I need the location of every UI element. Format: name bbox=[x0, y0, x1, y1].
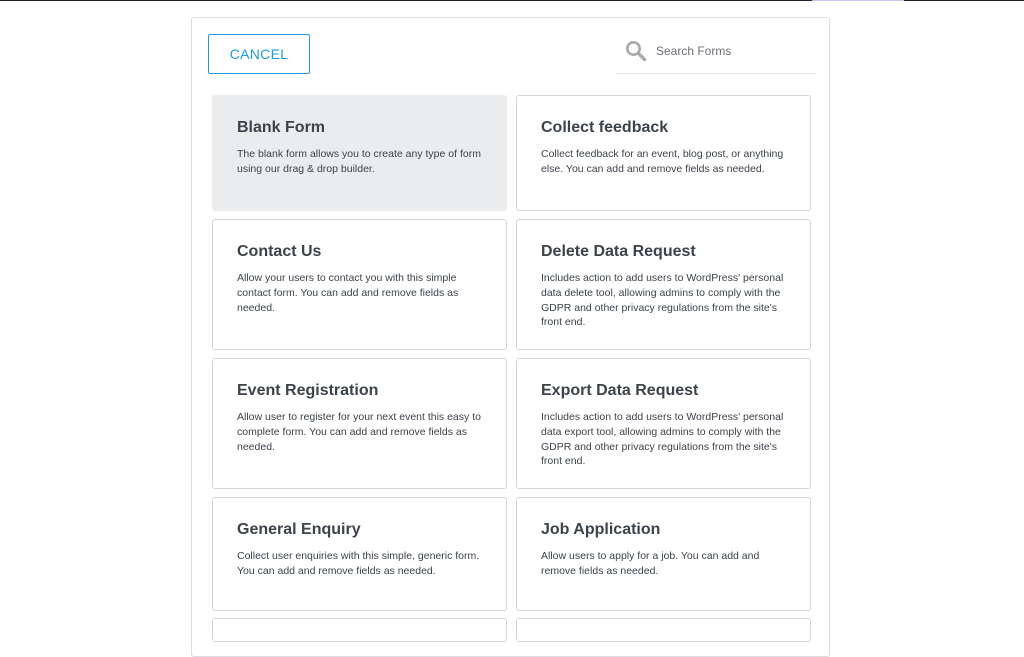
template-title: Collect feedback bbox=[541, 119, 669, 136]
form-template-picker bbox=[191, 17, 830, 657]
template-title: General Enquiry bbox=[237, 521, 361, 538]
template-card-general-enquiry[interactable] bbox=[212, 497, 507, 611]
search-forms bbox=[616, 34, 816, 74]
template-title: Blank Form bbox=[237, 119, 326, 136]
template-card[interactable] bbox=[212, 618, 507, 642]
template-card-blank-form[interactable] bbox=[212, 95, 507, 211]
template-card[interactable] bbox=[516, 618, 811, 642]
template-title: Job Application bbox=[541, 521, 661, 538]
search-icon[interactable] bbox=[625, 40, 647, 62]
template-card-collect-feedback[interactable] bbox=[516, 95, 811, 211]
template-description: Allow users to apply for a job. You can add and remove fields as needed. bbox=[541, 550, 760, 577]
template-title: Contact Us bbox=[237, 243, 322, 260]
template-title: Export Data Request bbox=[541, 382, 699, 399]
template-description: The blank form allows you to create any type of form using our drag & drop builder. bbox=[237, 148, 481, 175]
template-description: Includes action to add users to WordPress' personal data delete tool, allowing admins to comply with the GDPR and other privacy regulations from the site's front end. bbox=[541, 272, 784, 329]
template-description: Allow your users to contact you with this simple contact form. You can add and remove fields as needed. bbox=[237, 272, 459, 314]
top-accent-line bbox=[812, 0, 904, 1]
template-description: Includes action to add users to WordPress' personal data export tool, allowing admins to comply with the GDPR and other privacy regulations from the site's front end. bbox=[541, 411, 784, 468]
template-description: Collect feedback for an event, blog post, or anything else. You can add and remove fields as needed. bbox=[541, 148, 784, 175]
template-card-event-registration[interactable] bbox=[212, 358, 507, 489]
template-title: Delete Data Request bbox=[541, 243, 696, 260]
template-title: Event Registration bbox=[237, 382, 379, 399]
search-input[interactable] bbox=[656, 40, 812, 62]
template-card-contact-us[interactable] bbox=[212, 219, 507, 350]
template-card-job-application[interactable] bbox=[516, 497, 811, 611]
template-description: Collect user enquiries with this simple, generic form. You can add and remove fields as needed. bbox=[237, 550, 480, 577]
template-card-export-data-request[interactable] bbox=[516, 358, 811, 489]
template-card-delete-data-request[interactable] bbox=[516, 219, 811, 350]
cancel-button[interactable]: CANCEL bbox=[208, 34, 310, 74]
template-description: Allow user to register for your next event this easy to complete form. You can add and remove fields as needed. bbox=[237, 411, 481, 453]
